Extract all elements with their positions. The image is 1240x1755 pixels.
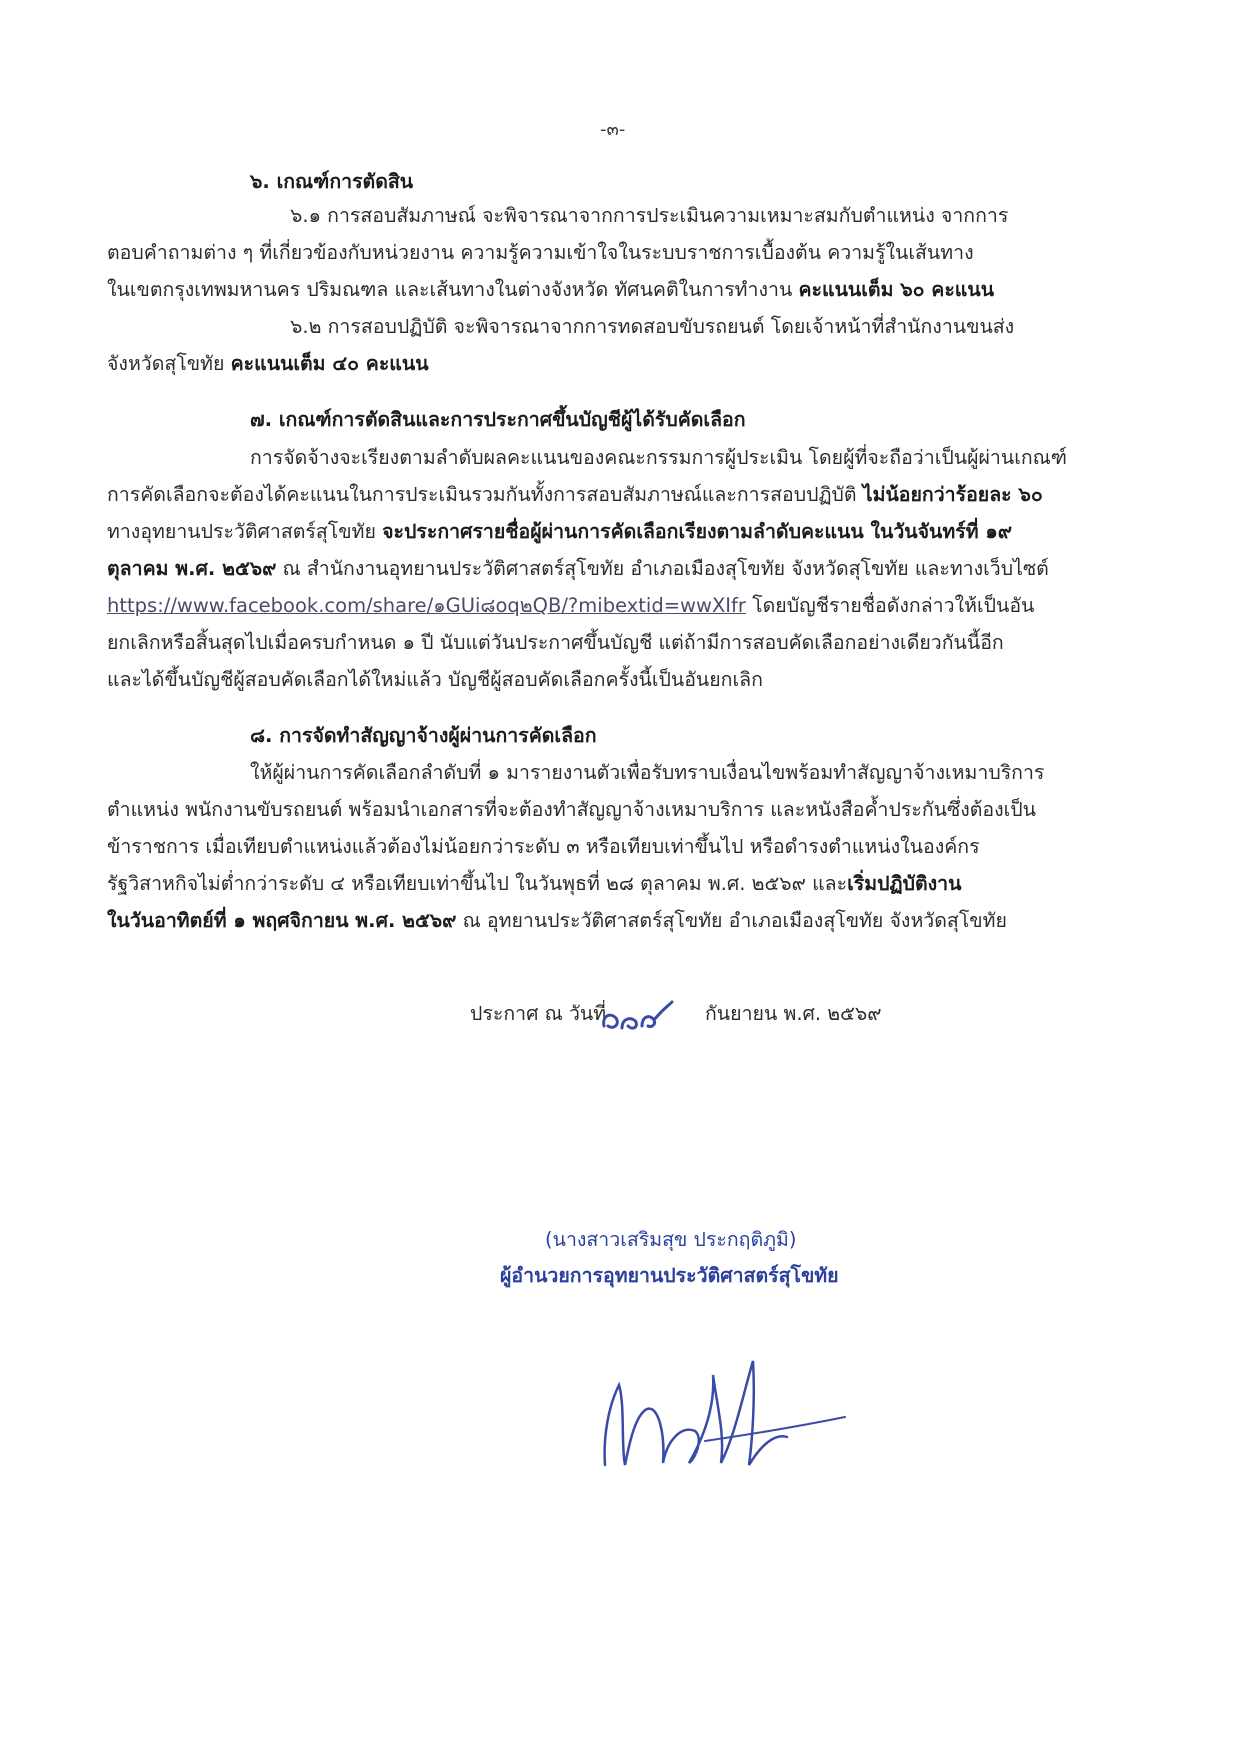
signer-name: (นางสาวเสริมสุข ประกฤติภูมิ) [545, 1228, 797, 1251]
section-7-heading: ๗. เกณฑ์การตัดสินและการประกาศขึ้นบัญชีผู้ได้รับคัดเลือก [250, 408, 746, 431]
section-6-heading: ๖. เกณฑ์การตัดสิน [250, 170, 414, 193]
section-6-1-line-2: ตอบคำถามต่าง ๆ ที่เกี่ยวข้องกับหน่วยงาน ความรู้ความเข้าใจในระบบราชการเบื้องต้น ความรู้ในเส้นทาง [107, 241, 974, 264]
section-7-line-1: การจัดจ้างจะเรียงตามลำดับผลคะแนนของคณะกรรมการผู้ประเมิน โดยผู้ที่จะถือว่าเป็นผู้ผ่านเกณฑ์ [250, 446, 1067, 469]
section-8-line-4 [107, 867, 961, 901]
section-7-line-5 [107, 589, 1034, 623]
section-8-heading: ๘. การจัดทำสัญญาจ้างผู้ผ่านการคัดเลือก [250, 724, 597, 747]
announce-prefix: ประกาศ ณ วันที่ [470, 1002, 607, 1025]
section-8-line-1: ให้ผู้ผ่านการคัดเลือกลำดับที่ ๑ มารายงานตัวเพื่อรับทราบเงื่อนไขพร้อมทำสัญญาจ้างเหมาบริการ [250, 761, 1045, 784]
section-8-line-5 [107, 904, 1007, 938]
section-7-line-2-text: การคัดเลือกจะต้องได้คะแนนในการประเมินรวมกันทั้งการสอบสัมภาษณ์และการสอบปฏิบัติ [107, 483, 863, 506]
section-6-1-line-1: ๖.๑ การสอบสัมภาษณ์ จะพิจารณาจากการประเมินความเหมาะสมกับตำแหน่ง จากการ [290, 204, 1009, 227]
handwritten-day [592, 990, 702, 1040]
section-6-2-text: จังหวัดสุโขทัย [107, 352, 231, 375]
section-7-line-3-text: ทางอุทยานประวัติศาสตร์สุโขทัย [107, 520, 383, 543]
section-6-2-line-2 [107, 347, 429, 381]
facebook-link[interactable]: https://www.facebook.com/share/๑GUi๘oq๒QB/?mibextid=wwXIfr [107, 594, 746, 617]
section-7-line-4-text: ณ สำนักงานอุทยานประวัติศาสตร์สุโขทัย อำเภอเมืองสุโขทัย จังหวัดสุโขทัย และทางเว็บไซต์ [276, 557, 1049, 580]
signature-mark [585, 1345, 885, 1485]
section-7-line-3 [107, 515, 1012, 549]
section-8-start-date: ในวันอาทิตย์ที่ ๑ พฤศจิกายน พ.ศ. ๒๕๖๙ [107, 909, 457, 932]
section-6-1-text: ในเขตกรุงเทพมหานคร ปริมณฑล และเส้นทางในต่างจังหวัด ทัศนคติในการทำงาน [107, 278, 799, 301]
section-8-start-work: เริ่มปฏิบัติงาน [847, 872, 962, 895]
section-8-line-2: ตำแหน่ง พนักงานขับรถยนต์ พร้อมนำเอกสารที่จะต้องทำสัญญาจ้างเหมาบริการ และหนังสือค้ำประกันซึ่งต้องเป็น [107, 798, 1036, 821]
section-8-line-5-text: ณ อุทยานประวัติศาสตร์สุโขทัย อำเภอเมืองสุโขทัย จังหวัดสุโขทัย [456, 909, 1007, 932]
page-number: -๓- [600, 119, 626, 140]
section-7-line-6: ยกเลิกหรือสิ้นสุดไปเมื่อครบกำหนด ๑ ปี นับแต่วันประกาศขึ้นบัญชี แต่ถ้ามีการสอบคัดเลือกอย่างเดียวกันนี้อีก [107, 631, 1004, 654]
section-7-announce-date: จะประกาศรายชื่อผู้ผ่านการคัดเลือกเรียงตามลำดับคะแนน ในวันจันทร์ที่ ๑๙ [382, 520, 1012, 543]
signer-position: ผู้อำนวยการอุทยานประวัติศาสตร์สุโขทัย [500, 1264, 839, 1287]
section-8-line-3: ข้าราชการ เมื่อเทียบตำแหน่งแล้วต้องไม่น้อยกว่าระดับ ๓ หรือเทียบเท่าขึ้นไป หรือดำรงตำแหน่งในองค์กร [107, 835, 980, 858]
section-7-line-7: และได้ขึ้นบัญชีผู้สอบคัดเลือกได้ใหม่แล้ว บัญชีผู้สอบคัดเลือกครั้งนี้เป็นอันยกเลิก [107, 668, 763, 691]
section-7-threshold: ไม่น้อยกว่าร้อยละ ๖๐ [862, 483, 1043, 506]
section-6-1-line-3 [107, 273, 994, 307]
section-7-line-2 [107, 478, 1043, 512]
section-7-line-4 [107, 552, 1049, 586]
section-7-line-5-text: โดยบัญชีรายชื่อดังกล่าวให้เป็นอัน [745, 594, 1035, 617]
section-6-2-line-1: ๖.๒ การสอบปฏิบัติ จะพิจารณาจากการทดสอบขับรถยนต์ โดยเจ้าหน้าที่สำนักงานขนส่ง [290, 315, 1015, 338]
section-6-2-score: คะแนนเต็ม ๔๐ คะแนน [230, 352, 429, 375]
section-7-month-year: ตุลาคม พ.ศ. ๒๕๖๙ [107, 557, 277, 580]
section-6-1-score: คะแนนเต็ม ๖๐ คะแนน [798, 278, 995, 301]
announce-suffix: กันยายน พ.ศ. ๒๕๖๙ [705, 1002, 882, 1025]
section-8-line-4-text: รัฐวิสาหกิจไม่ต่ำกว่าระดับ ๔ หรือเทียบเท่าขึ้นไป ในวันพุธที่ ๒๘ ตุลาคม พ.ศ. ๒๕๖๙ และ [107, 872, 848, 895]
